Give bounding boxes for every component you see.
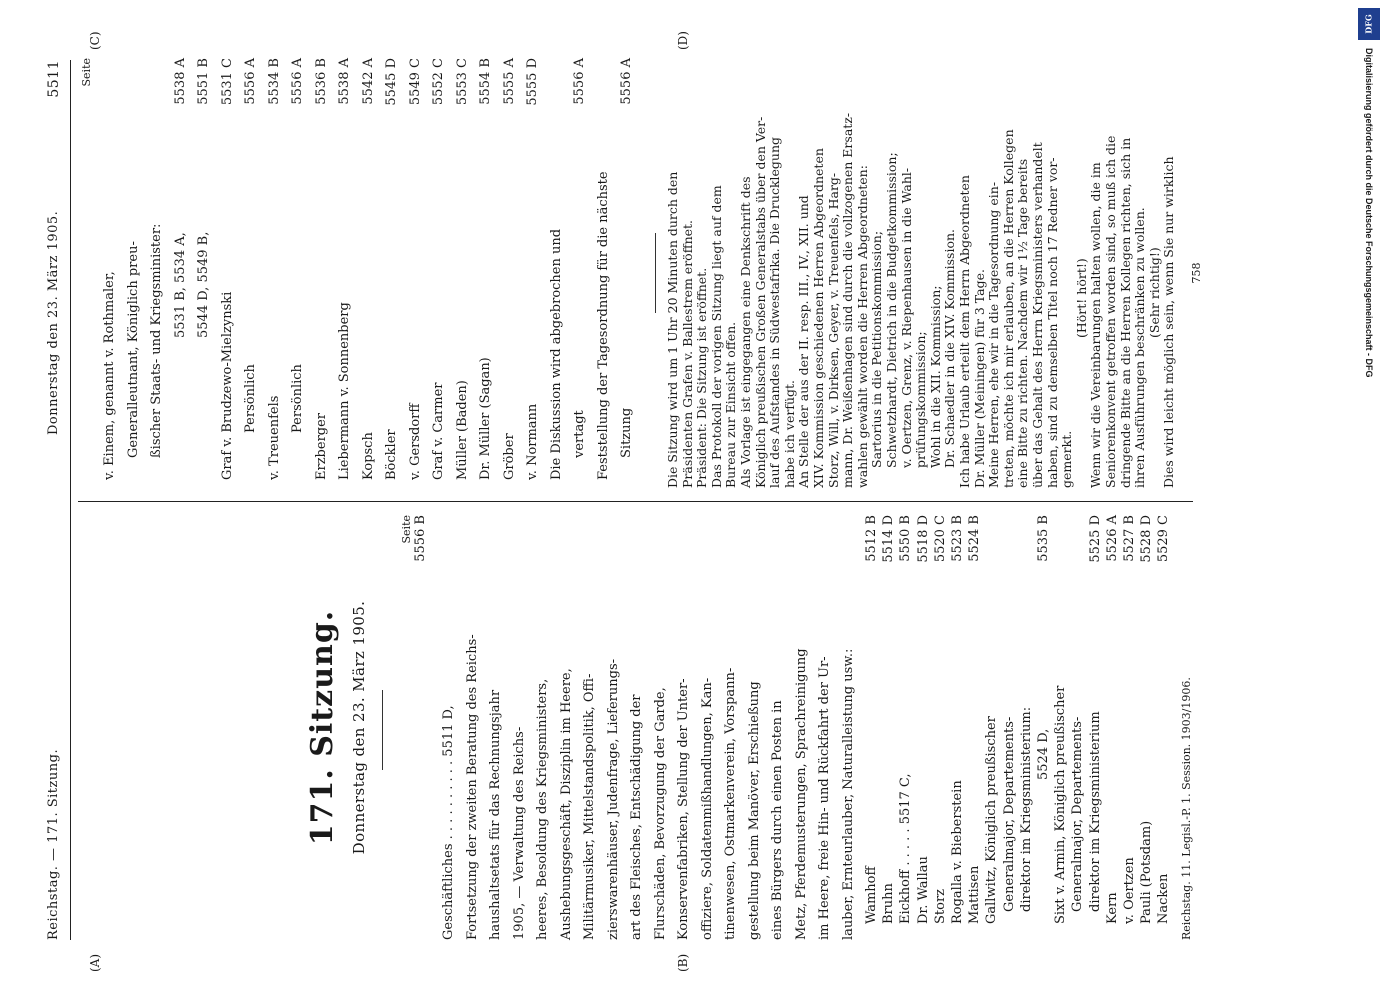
- speaker-entry-text: Sixt v. Armin, Königlich preußischer: [1053, 685, 1069, 924]
- agenda-line: [484, 515, 508, 940]
- speaker-entry: [615, 58, 639, 458]
- speaker-entry: [592, 58, 616, 480]
- speaker-entry-ref: 5553 C: [454, 58, 470, 106]
- body-line: [768, 58, 783, 488]
- speaker-entry: [404, 58, 428, 480]
- agenda-line-text: Aushebungsgeschäft, Disziplin im Heere,: [558, 668, 574, 940]
- speaker-entry-ref: 5549 C: [407, 58, 423, 106]
- speaker-entry-ref: 5534 B: [266, 58, 282, 105]
- agenda-line: [790, 515, 814, 940]
- body-line-text: Präsidenten Grafen v. Ballestrem eröffnet.: [679, 219, 695, 488]
- speaker-entry-ref: 5536 B: [313, 58, 329, 105]
- dfg-badge: [1358, 8, 1380, 40]
- speaker-entry-text: ßischer Staats- und Kriegsminister:: [149, 223, 164, 458]
- body-line-text: v. Oertzen, Grenz, v. Riepenhausen in die Wahl-: [898, 167, 914, 468]
- agenda-line-text: Geschäftliches . . . . . . . . . . 5511 D,: [441, 705, 456, 940]
- speaker-entry: [98, 58, 122, 480]
- body-line: [1162, 58, 1177, 488]
- body-line-text: Bureau zur Einsicht offen.: [723, 321, 739, 488]
- speaker-entry-text: Pauli (Potsdam): [1139, 820, 1155, 924]
- agenda-line-text: eines Bürgers durch einen Posten in: [770, 700, 785, 940]
- running-head-center: Donnerstag den 23. März 1905.: [46, 210, 61, 435]
- body-line-text: Präsident: Die Sitzung ist eröffnet.: [694, 267, 710, 488]
- body-line: [1119, 58, 1134, 488]
- body-line-text: lauf des Aufstandes in Südwestafrika. Die Drucklegung: [767, 136, 783, 488]
- body-line: [827, 58, 842, 488]
- speaker-entry: [451, 58, 475, 480]
- agenda-line: [719, 515, 743, 940]
- body-line-text: Sartorius in die Petitionskommission;: [869, 230, 885, 468]
- session-date: Donnerstag den 23. März 1905.: [350, 600, 368, 855]
- speaker-entry-text: Graf v. Carmer: [431, 382, 446, 480]
- body-line: [943, 58, 958, 468]
- speaker-entry: [122, 58, 146, 458]
- speaker-entry-text: Nacken: [1156, 873, 1172, 924]
- speaker-entry-ref: 5526 A: [1104, 515, 1120, 562]
- speaker-entry-ref: 5531 C: [219, 58, 235, 106]
- speaker-entry-text: Dr. Wallau: [915, 856, 931, 924]
- speaker-entry-text: Graf v. Brudzewo-Mielzynski: [219, 291, 235, 480]
- dfg-badge-text: DFG: [1363, 14, 1374, 34]
- speaker-entry-ref: 5545 D: [384, 58, 399, 106]
- speaker-entry-ref: 5538 A: [337, 58, 352, 105]
- body-line: [1002, 58, 1017, 488]
- body-line: [841, 58, 856, 488]
- speaker-entry: [357, 58, 381, 480]
- body-line-text: Wenn wir die Vereinbarungen halten wollen, die im: [1088, 162, 1104, 488]
- speaker-entry-text: Mattisen: [967, 865, 983, 924]
- body-line-text: Storz, Will, v. Dirksen, Geyer, v. Treuenfels, Harg-: [825, 172, 841, 488]
- body-line-text: dringende Bitte an die Herren Kollegen richten, sich in: [1117, 137, 1133, 488]
- body-line-text: mann, Dr. Weißenhagen sind durch die vollzogenen Ersatz-: [840, 112, 856, 488]
- speaker-entry-text: Kopsch: [360, 432, 376, 480]
- speaker-entry-text: vertagt: [572, 410, 587, 458]
- body-line: [812, 58, 827, 488]
- speaker-entry: [263, 58, 287, 480]
- seite-label-right: Seite: [80, 58, 93, 87]
- entries-rule: [655, 233, 656, 313]
- agenda-line: [837, 515, 861, 940]
- agenda-line-text: im Heere, freie Hin- und Rückfahrt der Ur-: [817, 656, 832, 940]
- body-line-text: Seniorenkonvent getroffen worden sind, so muß ich die: [1103, 135, 1118, 488]
- agenda-line-text: Konservenfabriken, Stellung der Unter-: [676, 678, 691, 940]
- speaker-entry-ref: 5555 A: [501, 58, 517, 105]
- body-line-text: über das Gehalt des Herrn Kriegsministers verhandelt: [1030, 142, 1045, 488]
- agenda-line-text: Flurschäden, Bevorzugung der Garde,: [652, 687, 668, 940]
- speaker-entry-text: Generalmajor, Departements-: [1001, 716, 1017, 912]
- speaker-entry-text: Eickhoff . . . . . 5517 C,: [898, 773, 914, 924]
- header-rule: [70, 60, 71, 940]
- sidebar-note: Digitalisierung gefördert durch die Deutsche Forschungsgemeinschaft - DFG: [1364, 48, 1374, 378]
- speaker-entry-text: Dr. Müller (Sagan): [478, 357, 493, 480]
- speaker-entry-text: Persönlich: [243, 364, 258, 433]
- speaker-entry-ref: 5554 B: [478, 58, 493, 105]
- speaker-entry-ref: 5529 C: [1156, 515, 1172, 563]
- speaker-entry-text: Bruhn: [881, 883, 897, 924]
- speaker-entry-text: v. Treuenfels: [266, 395, 282, 480]
- body-line: [710, 58, 725, 488]
- body-line: [1016, 58, 1031, 488]
- running-head: [44, 60, 68, 940]
- speaker-entry: [498, 58, 522, 480]
- body-line-text: Wohl in die XII. Kommission;: [927, 285, 943, 468]
- body-line: [973, 58, 988, 488]
- speaker-entry-text: 5531 B, 5534 A,: [172, 232, 188, 338]
- body-line-text: wahlen gewählt worden die Herren Abgeordneten:: [854, 165, 870, 488]
- speaker-entry-text: Kern: [1104, 892, 1120, 924]
- body-line-text: ihren Ausführungen beschränken zu wollen.: [1132, 207, 1148, 488]
- speaker-entry-ref: 5523 B: [950, 515, 965, 562]
- speaker-entry: [427, 58, 451, 480]
- body-line-text: Königlich preußischen Großen Generalstabs über den Ver-: [752, 116, 768, 488]
- body-line-text: Dr. Müller (Meiningen) für 3 Tage.: [971, 269, 987, 488]
- speaker-entry-text: Liebermann v. Sonnenberg: [337, 302, 352, 480]
- body-line-text: Die Sitzung wird um 1 Uhr 20 Minuten durch den: [665, 171, 680, 488]
- agenda-line-text: 1905, — Verwaltung des Reichs-: [511, 726, 527, 940]
- speaker-entry-ref: 5538 A: [172, 58, 188, 105]
- agenda-line-text: art des Fleisches, Entschädigung der: [629, 694, 644, 940]
- speaker-entry-text: v. Einem, genannt v. Rothmaler,: [102, 271, 117, 480]
- speaker-entry-ref: 5556 A: [619, 58, 634, 105]
- speaker-entry: [310, 58, 334, 480]
- speaker-entry-text: v. Oertzen: [1122, 857, 1137, 924]
- body-line: [856, 58, 871, 488]
- agenda-line-text: tinenwesen, Ostmarkenverein, Vorspann-: [723, 667, 738, 940]
- body-line: [987, 58, 1002, 488]
- speaker-entry-ref: 5512 B: [864, 515, 879, 562]
- body-line: [1075, 58, 1090, 338]
- speaker-entry-ref: 5535 B: [1036, 515, 1051, 562]
- speaker-entry-ref: 5556 A: [243, 58, 258, 105]
- agenda-line: [649, 515, 673, 940]
- title-rule: [382, 690, 383, 770]
- agenda-line: [696, 515, 720, 940]
- body-line-text: (Hört! hört!): [1073, 258, 1089, 338]
- speaker-entry: [380, 58, 404, 480]
- speaker-entry-text: Müller (Baden): [454, 380, 470, 480]
- body-line: [666, 58, 681, 488]
- agenda-line-text: haushaltsetats für das Rechnungsjahr: [488, 689, 503, 940]
- agenda-line: [625, 515, 649, 940]
- body-line: [724, 58, 739, 488]
- speaker-entry: [192, 58, 216, 338]
- agenda-line: [672, 515, 696, 940]
- speaker-entry: [545, 58, 569, 480]
- body-line: [695, 58, 710, 488]
- speaker-entry-ref: 5550 B: [898, 515, 914, 562]
- speaker-entry-ref: 5528 D: [1139, 515, 1155, 563]
- agenda-line: [461, 515, 485, 940]
- agenda-line: [508, 515, 532, 940]
- speaker-entry-text: Sitzung: [619, 407, 634, 458]
- agenda-line: [578, 515, 602, 940]
- speaker-entry-ref: 5552 C: [431, 58, 446, 106]
- body-line: [958, 58, 973, 488]
- body-line-text: Meine Herren, ehe wir in die Tagesordnung ein-: [986, 181, 1002, 488]
- speaker-entry-ref: 5525 D: [1087, 515, 1103, 563]
- agenda-line: [743, 515, 767, 940]
- body-line-text: prüfungskommission;: [913, 331, 929, 468]
- body-line: [1089, 58, 1104, 488]
- speaker-entry-ref: 5524 B: [967, 515, 983, 562]
- speaker-entry-text: direktor im Kriegsministerium: [1087, 711, 1103, 912]
- speaker-entry-text: direktor im Kriegsministerium:: [1018, 706, 1034, 912]
- session-title: 171. Sitzung.: [305, 609, 340, 846]
- agenda-line-text: Metz, Pferdemusterungen, Sprachreinigung: [793, 648, 809, 940]
- body-line-text: habe ich verfügt.: [781, 379, 797, 488]
- body-line: [1046, 58, 1061, 488]
- speaker-entry-ref: 5551 B: [196, 58, 211, 105]
- agenda-line: [555, 515, 579, 940]
- body-line-text: Dr. Schaedler in die XIV. Kommission.: [942, 228, 958, 468]
- speaker-entry-text: v. Normann: [525, 403, 540, 480]
- speaker-entry-text: Rogalla v. Bieberstein: [950, 780, 965, 924]
- speaker-entry-ref: 5542 A: [360, 58, 376, 105]
- agenda-line-text: zierswarenhäuser, Judenfrage, Lieferungs-: [605, 658, 621, 940]
- seite-label-left: Seite: [400, 515, 413, 544]
- speaker-entry-text: Böckler: [384, 429, 399, 480]
- body-line-text: An Stelle der aus der II. resp. III., IV., XII. und: [796, 195, 812, 488]
- speaker-entry-text: Gröber: [501, 433, 517, 480]
- body-line: [900, 58, 915, 468]
- agenda-line: [531, 515, 555, 940]
- speaker-entry-ref: 5556 A: [290, 58, 305, 105]
- agenda-line-text: Fortsetzung der zweiten Beratung des Reichs-: [464, 634, 480, 940]
- body-line: [914, 58, 929, 468]
- body-line-text: Schwetzhardt, Dietrich in die Budgetkommission;: [884, 152, 899, 468]
- margin-letter-a: (A): [88, 953, 102, 972]
- body-line-text: Das Protokoll der vorigen Sitzung liegt auf dem: [708, 185, 724, 488]
- speaker-entry: [239, 58, 263, 433]
- agenda-line: [766, 515, 790, 940]
- body-line-text: haben, sind zu demselben Titel noch 17 Redner vor-: [1044, 157, 1060, 488]
- margin-letter-b: (B): [676, 953, 690, 972]
- margin-letter-c: (C): [88, 31, 102, 50]
- speaker-entry: [169, 58, 193, 338]
- body-line: [870, 58, 885, 468]
- speaker-entry-ref: 5520 C: [932, 515, 948, 563]
- right-column: [80, 58, 1203, 488]
- speaker-entry-text: Feststellung der Tagesordnung für die nächste: [595, 171, 611, 480]
- speaker-entry-ref: 5527 B: [1122, 515, 1137, 562]
- body-line: [1060, 58, 1075, 488]
- speaker-entry: [216, 58, 240, 480]
- speaker-entry: [145, 58, 169, 458]
- body-line: [739, 58, 754, 488]
- body-line: [1104, 58, 1119, 488]
- speaker-entry-text: Wamhoff: [864, 866, 879, 924]
- body-line-text: XIV. Kommission geschiedenen Herren Abgeordneten: [811, 148, 826, 488]
- body-line: [885, 58, 900, 468]
- body-line-text: (Sehr richtig!): [1146, 247, 1162, 338]
- top-ref-left: 5556 B: [413, 515, 428, 562]
- agenda-line: [602, 515, 626, 940]
- body-line: [797, 58, 812, 488]
- speaker-entry-text: Die Diskussion wird abgebrochen und: [548, 228, 564, 480]
- body-line-text: treten, möchte ich mir erlauben, an die Herren Kollegen: [1000, 129, 1016, 488]
- body-line: [929, 58, 944, 468]
- running-head-left: Reichstag. — 171. Sitzung.: [46, 748, 61, 940]
- sheet-number: 758: [1190, 262, 1203, 284]
- body-line: [783, 58, 798, 488]
- body-line: [1133, 58, 1148, 488]
- speaker-entry: [1152, 515, 1176, 924]
- body-line: [754, 58, 769, 488]
- body-line-text: gemerkt.: [1059, 430, 1075, 488]
- speaker-entry: [333, 58, 357, 480]
- agenda-line-text: gestellung beim Manöver, Erschießung: [746, 681, 762, 940]
- speaker-entry-text: v. Gersdorff: [407, 403, 423, 480]
- speaker-entry-text: Erzberger: [313, 412, 329, 480]
- agenda-line-text: heeres, Besoldung des Kriegsministers,: [535, 678, 550, 940]
- agenda-line-text: lauber, Ernteurlauber, Naturalleistung usw.:: [840, 648, 856, 940]
- body-line-text: eine Bitte zu richten. Nachdem wir 1½ Tage bereits: [1015, 158, 1031, 488]
- body-line: [681, 58, 696, 488]
- body-line-text: Ich habe Urlaub erteilt dem Herrn Abgeordneten: [957, 175, 972, 488]
- speaker-entry-text: Gallwitz, Königlich preußischer: [984, 716, 1000, 924]
- speaker-entry-ref: 5518 D: [915, 515, 931, 563]
- margin-letter-d: (D): [676, 31, 690, 50]
- speaker-entry: [521, 58, 545, 480]
- agenda-line-text: offiziere, Soldatenmißhandlungen, Kan-: [699, 677, 715, 940]
- body-line-text: Als Vorlage ist eingegangen eine Denkschrift des: [738, 176, 753, 488]
- speaker-entry-text: Generalmajor, Departements-: [1070, 716, 1086, 912]
- body-line: [1148, 58, 1163, 338]
- speaker-entry-text: 5544 D, 5549 B,: [196, 231, 211, 338]
- agenda-line-text: Militärmusiker, Mittelstandspolitik, Offi-: [582, 673, 597, 940]
- speaker-entry-text: 5524 D,: [1036, 728, 1051, 780]
- volume-footer: Reichstag. 11. Legisl.-P. 1. Session. 1903/1906.: [1180, 677, 1193, 940]
- column-divider: [78, 501, 1193, 502]
- page-number: 5511: [46, 60, 62, 98]
- speaker-entry-ref: 5556 A: [572, 58, 587, 105]
- speaker-entry-text: Persönlich: [290, 364, 305, 433]
- speaker-entry: [568, 58, 592, 458]
- speaker-entry: [286, 58, 310, 433]
- digitization-sidebar: [1358, 8, 1380, 998]
- speaker-entry-ref: 5514 D: [881, 515, 897, 563]
- speaker-entry: [474, 58, 498, 480]
- body-line: [1031, 58, 1046, 488]
- left-column: [80, 515, 1200, 940]
- speaker-entry-text: Storz: [932, 888, 948, 924]
- body-line-text: Dies wird leicht möglich sein, wenn Sie nur wirklich: [1161, 156, 1177, 488]
- speaker-entry-ref: 5555 D: [525, 58, 540, 106]
- agenda-line: [437, 515, 461, 940]
- speaker-entry-text: Generalleutnant, Königlich preu-: [125, 241, 141, 458]
- agenda-line: [813, 515, 837, 940]
